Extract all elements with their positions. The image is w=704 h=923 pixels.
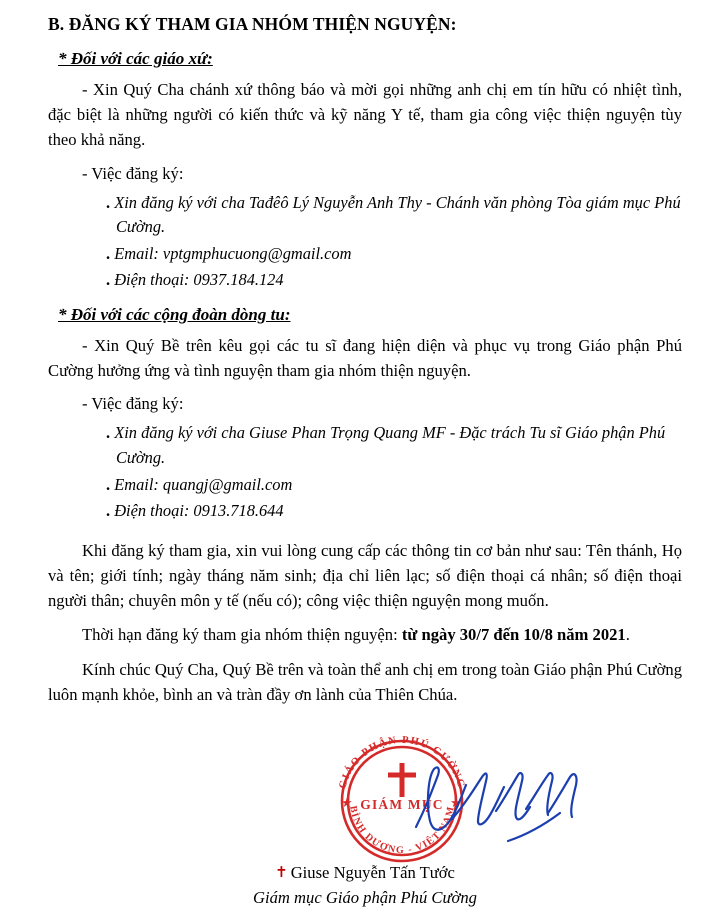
list-item-text: Điện thoại: 0937.184.124 xyxy=(114,270,284,290)
list-item xyxy=(106,191,682,240)
svg-text:BÌNH DƯƠNG - VIỆT NAM: BÌNH DƯƠNG - VIỆT NAM xyxy=(347,804,457,857)
list-item xyxy=(106,242,682,267)
label-registration-parishes: - Việc đăng ký: xyxy=(82,163,184,183)
cross-icon: ✝ xyxy=(275,865,288,882)
svg-text:★: ★ xyxy=(450,795,462,811)
list-item xyxy=(106,268,682,293)
signer-title: Giám mục Giáo phận Phú Cường xyxy=(253,888,477,908)
bullet-dot-icon: . xyxy=(106,270,111,290)
label-registration-religious: - Việc đăng ký: xyxy=(82,394,184,414)
signature-area xyxy=(48,723,682,923)
list-item xyxy=(106,421,682,470)
list-item-text: Xin đăng ký với cha Tađêô Lý Nguyễn Anh Thy - Chánh văn phòng Tòa giám mục Phú Cường. xyxy=(114,192,681,237)
paragraph-blessing: Kính chúc Quý Cha, Quý Bề trên và toàn thể anh chị em trong toàn Giáo phận Phú Cường luôn mạnh khỏe, bình an và tràn đầy ơn lành của Thiên Chúa. xyxy=(48,659,682,704)
svg-text:★: ★ xyxy=(341,795,353,811)
svg-text:GIÁM MỤC: GIÁM MỤC xyxy=(360,797,444,813)
list-item xyxy=(106,473,682,498)
deadline-prefix: Thời hạn đăng ký tham gia nhóm thiện nguyện: xyxy=(82,625,402,645)
list-item-text: Email: quangj@gmail.com xyxy=(114,474,293,494)
paragraph-religious-call: - Xin Quý Bề trên kêu gọi các tu sĩ đang hiện diện và phục vụ trong Giáo phận Phú Cường hưởng ứng và tình nguyện tham gia nhóm thiện nguyện. xyxy=(48,335,682,381)
bullet-dot-icon: . xyxy=(106,423,111,443)
handwritten-signature xyxy=(408,755,608,855)
bullet-dot-icon: . xyxy=(106,243,111,263)
paragraph-parishes-call: - Xin Quý Cha chánh xứ thông báo và mời gọi những anh chị em tín hữu có nhiệt tình, đặc biệt là những người có kiến thức và kỹ năng Y tế, tham gia công việc thiện nguyện tùy theo khả năng. xyxy=(48,80,682,150)
deadline-suffix: . xyxy=(625,625,630,645)
list-item xyxy=(106,499,682,524)
bullet-list-parishes xyxy=(48,191,682,293)
list-item-text: Xin đăng ký với cha Giuse Phan Trọng Quang MF - Đặc trách Tu sĩ Giáo phận Phú Cường. xyxy=(114,423,666,467)
bullet-dot-icon: . xyxy=(106,501,111,521)
subsection-heading-religious: * Đối với các cộng đoàn dòng tu: xyxy=(58,304,291,324)
bullet-dot-icon: . xyxy=(106,192,111,212)
bullet-list-religious xyxy=(48,421,682,523)
signer-name-text: Giuse Nguyễn Tấn Tước xyxy=(290,863,455,883)
section-heading: B. ĐĂNG KÝ THAM GIA NHÓM THIỆN NGUYỆN: xyxy=(48,14,457,34)
list-item-text: Email: vptgmphucuong@gmail.com xyxy=(114,243,352,263)
svg-text:GIÁO PHẬN PHÚ CƯỜNG: GIÁO PHẬN PHÚ CƯỜNG xyxy=(337,734,467,791)
list-item-text: Điện thoại: 0913.718.644 xyxy=(114,501,284,521)
paragraph-required-info: Khi đăng ký tham gia, xin vui lòng cung cấp các thông tin cơ bản như sau: Tên thánh, Họ và tên; giới tính; ngày tháng năm sinh; địa chỉ liên lạc; số điện thoại cá nhân; số điện thoại người thân; chuyên môn y tế (nếu có); công việc thiện nguyện mong muốn. xyxy=(48,540,682,611)
subsection-heading-parishes: * Đối với các giáo xứ: xyxy=(58,49,213,68)
paragraph-deadline xyxy=(48,622,682,647)
deadline-dates: từ ngày 30/7 đến 10/8 năm 2021 xyxy=(401,625,626,645)
bullet-dot-icon: . xyxy=(106,474,111,494)
signer-name xyxy=(48,863,682,883)
